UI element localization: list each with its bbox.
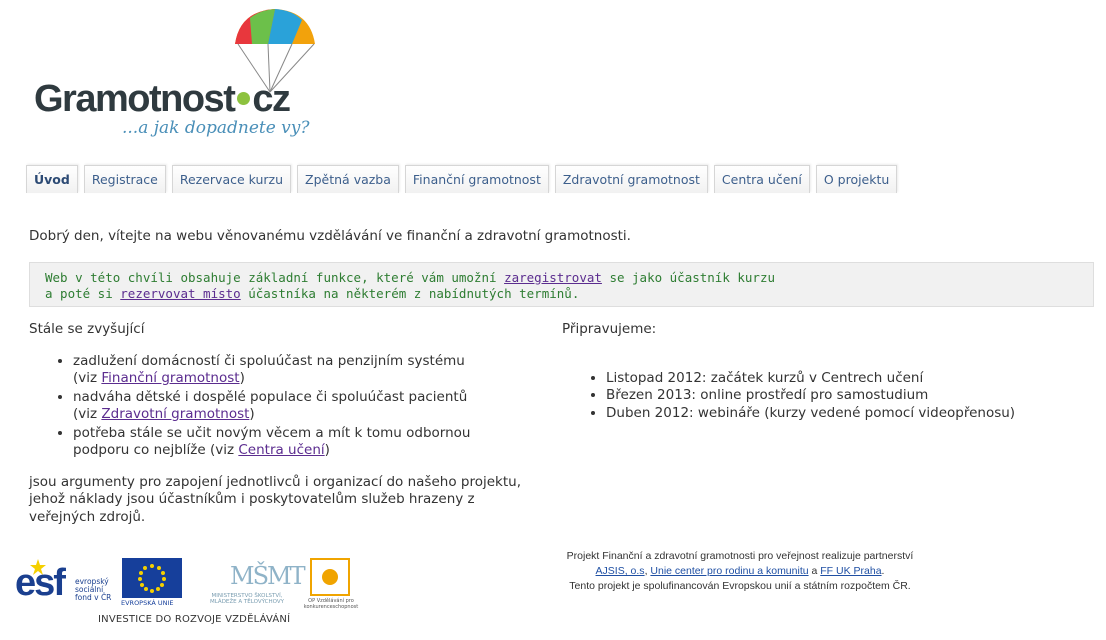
opvk-logo [310,558,350,596]
tab-rezervace-kurzu[interactable]: Rezervace kurzu [172,165,291,193]
logo-tagline: ...a jak dopadnete vy? [122,118,310,138]
footer-line-3: Tento projekt je spolufinancován Evropskou unií a státním rozpočtem ČR. [569,580,911,592]
list-item: • zadlužení domácností či spoluúčast na penzijním systému (viz Finanční gramotnost) [73,353,529,388]
centra-uceni-link[interactable]: Centra učení [238,442,325,458]
ajsis-link[interactable]: AJSIS, o.s [595,565,645,577]
esf-logo: esf evropský sociální fond v ČR [15,558,117,606]
tab-zdravotni-gramotnost[interactable]: Zdravotní gramotnost [555,165,708,193]
notice-line-1: Web v této chvíli obsahuje základní funkce, které vám umožní zaregistrovat se jako účastník kurzu [45,270,776,285]
right-column [562,321,1082,422]
tab-centra-uceni[interactable]: Centra učení [714,165,810,193]
eu-flag-icon [122,558,182,598]
list-item: • nadváha dětské i dospělé populace či spoluúčast pacientů (viz Zdravotní gramotnost) [73,389,529,424]
list-item: • Listopad 2012: začátek kurzů v Centrech učení [606,370,1082,388]
tab-financni-gramotnost[interactable]: Finanční gramotnost [405,165,549,193]
right-heading: Připravujeme: [562,321,657,337]
investice-label: INVESTICE DO ROZVOJE VZDĚLÁVÁNÍ [98,614,291,625]
notice-line-2: a poté si rezervovat místo účastníka na některém z nabídnutých termínů. [45,286,580,301]
list-item: • Březen 2013: online prostředí pro samostudium [606,387,1082,405]
site-logo[interactable] [30,6,330,151]
notice-box [29,262,1094,307]
register-link[interactable]: zaregistrovat [504,270,602,285]
main-nav-tabs [26,165,897,193]
zdravotni-gramotnost-link[interactable]: Zdravotní gramotnost [101,406,250,422]
logo-dot-icon [237,92,250,105]
msmt-label: MINISTERSTVO ŠKOLSTVÍ, MLÁDEŽE A TĚLOVÝCHOVY [210,593,284,605]
footer-line-1: Projekt Finanční a zdravotní gramotnosti pro veřejnost realizuje partnerství [566,550,914,562]
left-closing-text: jsou argumenty pro zapojení jednotlivců i organizací do našeho projektu, jehož náklady jsou účastníkům i poskytovatelům služeb hrazeny z veřejných zdrojů. [29,473,521,525]
svg-text:MŠMT: MŠMT [230,562,304,590]
tab-o-projektu[interactable]: O projektu [816,165,898,193]
list-item: • Duben 2012: webináře (kurzy vedené pomocí videopřenosu) [606,405,1082,423]
financni-gramotnost-link[interactable]: Finanční gramotnost [101,370,240,386]
list-item: • potřeba stále se učit novým věcem a mít k tomu odbornou podporu co nejblíže (viz Centra učení) [73,425,529,460]
footer-text [480,549,1000,594]
welcome-text: Dobrý den, vítejte na webu věnovanému vzdělávání ve finanční a zdravotní gramotnosti. [29,228,631,244]
ff-uk-link[interactable]: FF UK Praha [820,565,882,577]
sponsor-logos [15,556,365,636]
opvk-label: OP Vzdělávání pro konkurenceschopnost [303,598,359,610]
left-column [29,321,529,526]
upcoming-list [562,370,1082,423]
tab-uvod[interactable]: Úvod [26,165,78,193]
tab-registrace[interactable]: Registrace [84,165,166,193]
left-heading: Stále se zvyšující [29,321,145,337]
arguments-list [29,353,529,460]
tab-zpetna-vazba[interactable]: Zpětná vazba [297,165,399,193]
logo-wordmark: Gramotnost cz [34,78,290,120]
eu-label: EVROPSKÁ UNIE [121,599,174,607]
reserve-link[interactable]: rezervovat místo [120,286,241,301]
unie-center-link[interactable]: Unie center pro rodinu a komunitu [650,565,809,577]
footer-line-2: AJSIS, o.s, Unie center pro rodinu a komunitu a FF UK Praha. [595,565,885,577]
